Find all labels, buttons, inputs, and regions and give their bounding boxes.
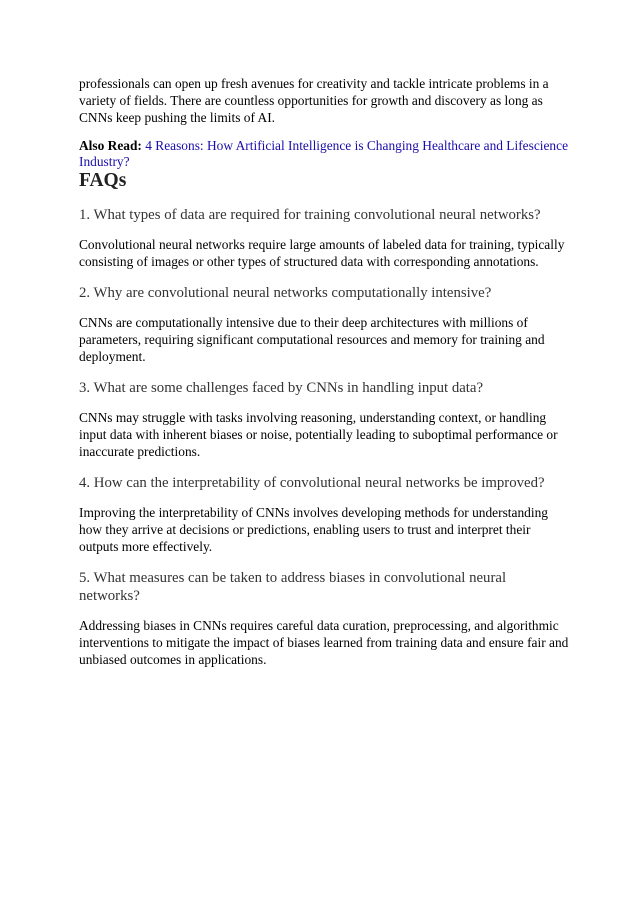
also-read-label: Also Read: xyxy=(79,138,142,153)
faq-heading: FAQs xyxy=(79,170,127,191)
also-read-link[interactable]: 4 Reasons: How Artificial Intelligence is Changing Healthcare and Lifescience Industry? xyxy=(79,138,569,169)
document-page xyxy=(79,75,569,668)
faq-answer: Addressing biases in CNNs requires careful data curation, preprocessing, and algorithmic interventions to mitigate the impact of biases learned from training data and ensure fair and unbiased outcomes in applications. xyxy=(79,618,569,667)
faq-item xyxy=(79,474,569,555)
faq-item xyxy=(79,569,569,668)
faq-item xyxy=(79,284,569,365)
faq-answer: CNNs may struggle with tasks involving reasoning, understanding context, or handling input data with inherent biases or noise, potentially leading to suboptimal performance or inaccurate predictions. xyxy=(79,410,558,459)
faq-item xyxy=(79,206,569,270)
faq-question: 4. How can the interpretability of convolutional neural networks be improved? xyxy=(79,475,545,491)
faq-question: 5. What measures can be taken to address biases in convolutional neural networks? xyxy=(79,570,507,604)
faq-answer: CNNs are computationally intensive due to their deep architectures with millions of parameters, requiring significant computational resources and memory for training and deployment. xyxy=(79,315,545,364)
intro-paragraph: professionals can open up fresh avenues for creativity and tackle intricate problems in a variety of fields. There are countless opportunities for growth and discovery as long as CNNs keep pushing the limits of AI. xyxy=(79,76,549,125)
faq-answer: Convolutional neural networks require large amounts of labeled data for training, typically consisting of images or other types of structured data with corresponding annotations. xyxy=(79,237,565,269)
faq-question: 3. What are some challenges faced by CNNs in handling input data? xyxy=(79,380,484,396)
faq-answer: Improving the interpretability of CNNs involves developing methods for understanding how they arrive at decisions or predictions, enabling users to trust and interpret their outputs more effectively. xyxy=(79,505,548,554)
faq-question: 2. Why are convolutional neural networks computationally intensive? xyxy=(79,285,492,301)
also-read-line xyxy=(79,138,569,170)
faq-item xyxy=(79,379,569,460)
faq-question: 1. What types of data are required for training convolutional neural networks? xyxy=(79,207,541,223)
